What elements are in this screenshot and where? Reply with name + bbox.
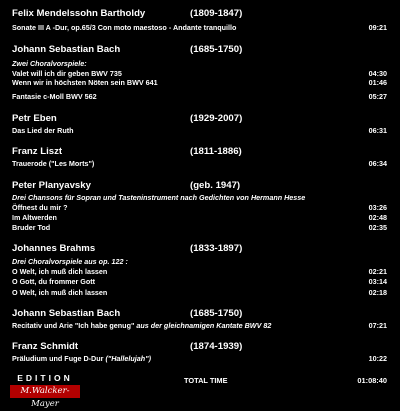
total-time-label: TOTAL TIME <box>184 376 228 385</box>
work-time: 03:14 <box>368 277 387 286</box>
composer-name: Petr Eben <box>12 113 57 124</box>
work-title: O Welt, ich muß dich lassen <box>12 267 108 276</box>
work-title: Valet will ich dir geben BWV 735 <box>12 69 122 78</box>
work-title: Fantasie c-Moll BWV 562 <box>12 92 97 101</box>
composer-years: (1685-1750) <box>190 44 243 55</box>
work-time: 04:30 <box>368 69 387 78</box>
work-title: Wenn wir in höchsten Nöten sein BWV 641 <box>12 78 158 87</box>
edition-logo <box>10 373 80 409</box>
composer-name: Johannes Brahms <box>12 243 96 254</box>
work-time: 02:21 <box>368 267 387 276</box>
composer-years: (1811-1886) <box>190 146 242 157</box>
work-title: Trauerode ("Les Morts") <box>12 159 95 168</box>
work-time: 10:22 <box>368 354 387 363</box>
composer-years: (1685-1750) <box>190 308 243 319</box>
work-time: 02:48 <box>368 213 387 222</box>
work-title: Öffnest du mir ? <box>12 203 68 212</box>
work-title-italic: aus der gleichnamigen Kantate BWV 82 <box>134 321 272 330</box>
composer-years: (1929-2007) <box>190 113 243 124</box>
work-title: Das Lied der Ruth <box>12 126 74 135</box>
composer-name: Johann Sebastian Bach <box>12 308 121 319</box>
composer-years: (1874-1939) <box>190 341 243 352</box>
work-time: 06:34 <box>368 159 387 168</box>
work-group-subtitle: Drei Choralvorspiele aus op. 122 : <box>12 257 128 266</box>
work-title <box>12 354 151 363</box>
composer-years: (geb. 1947) <box>190 180 241 191</box>
logo-label-text: M.Walcker-Mayer <box>10 385 80 398</box>
work-title-main: Präludium und Fuge D-Dur <box>12 354 106 363</box>
total-time-value: 01:08:40 <box>357 376 387 385</box>
composer-name: Franz Schmidt <box>12 341 79 352</box>
work-time: 05:27 <box>368 92 387 101</box>
work-title: O Gott, du frommer Gott <box>12 277 96 286</box>
work-time: 02:18 <box>368 288 387 297</box>
work-title: O Welt, ich muß dich lassen <box>12 288 108 297</box>
logo-edition-text: EDITION <box>17 373 73 383</box>
work-time: 02:35 <box>368 223 387 232</box>
work-group-subtitle: Zwei Choralvorspiele: <box>12 59 87 68</box>
work-title: Sonate III A -Dur, op.65/3 Con moto maestoso - Andante tranquillo <box>12 23 237 32</box>
work-time: 07:21 <box>368 321 387 330</box>
composer-name: Felix Mendelssohn Bartholdy <box>12 8 146 19</box>
work-title-italic: ("Hallelujah") <box>105 354 151 363</box>
work-group-subtitle: Drei Chansons für Sopran und Tasteninstrument nach Gedichten von Hermann Hesse <box>12 193 306 202</box>
work-time: 09:21 <box>368 23 387 32</box>
work-time: 01:46 <box>368 78 387 87</box>
work-title: Bruder Tod <box>12 223 51 232</box>
work-time: 03:26 <box>368 203 387 212</box>
composer-name: Johann Sebastian Bach <box>12 44 121 55</box>
composer-name: Franz Liszt <box>12 146 63 157</box>
work-title-main: Recitativ und Arie "Ich habe genug" <box>12 321 135 330</box>
work-title <box>12 321 271 330</box>
work-title: Im Altwerden <box>12 213 57 222</box>
composer-years: (1833-1897) <box>190 243 243 254</box>
composer-name: Peter Planyavsky <box>12 180 91 191</box>
composer-years: (1809-1847) <box>190 8 243 19</box>
work-time: 06:31 <box>368 126 387 135</box>
